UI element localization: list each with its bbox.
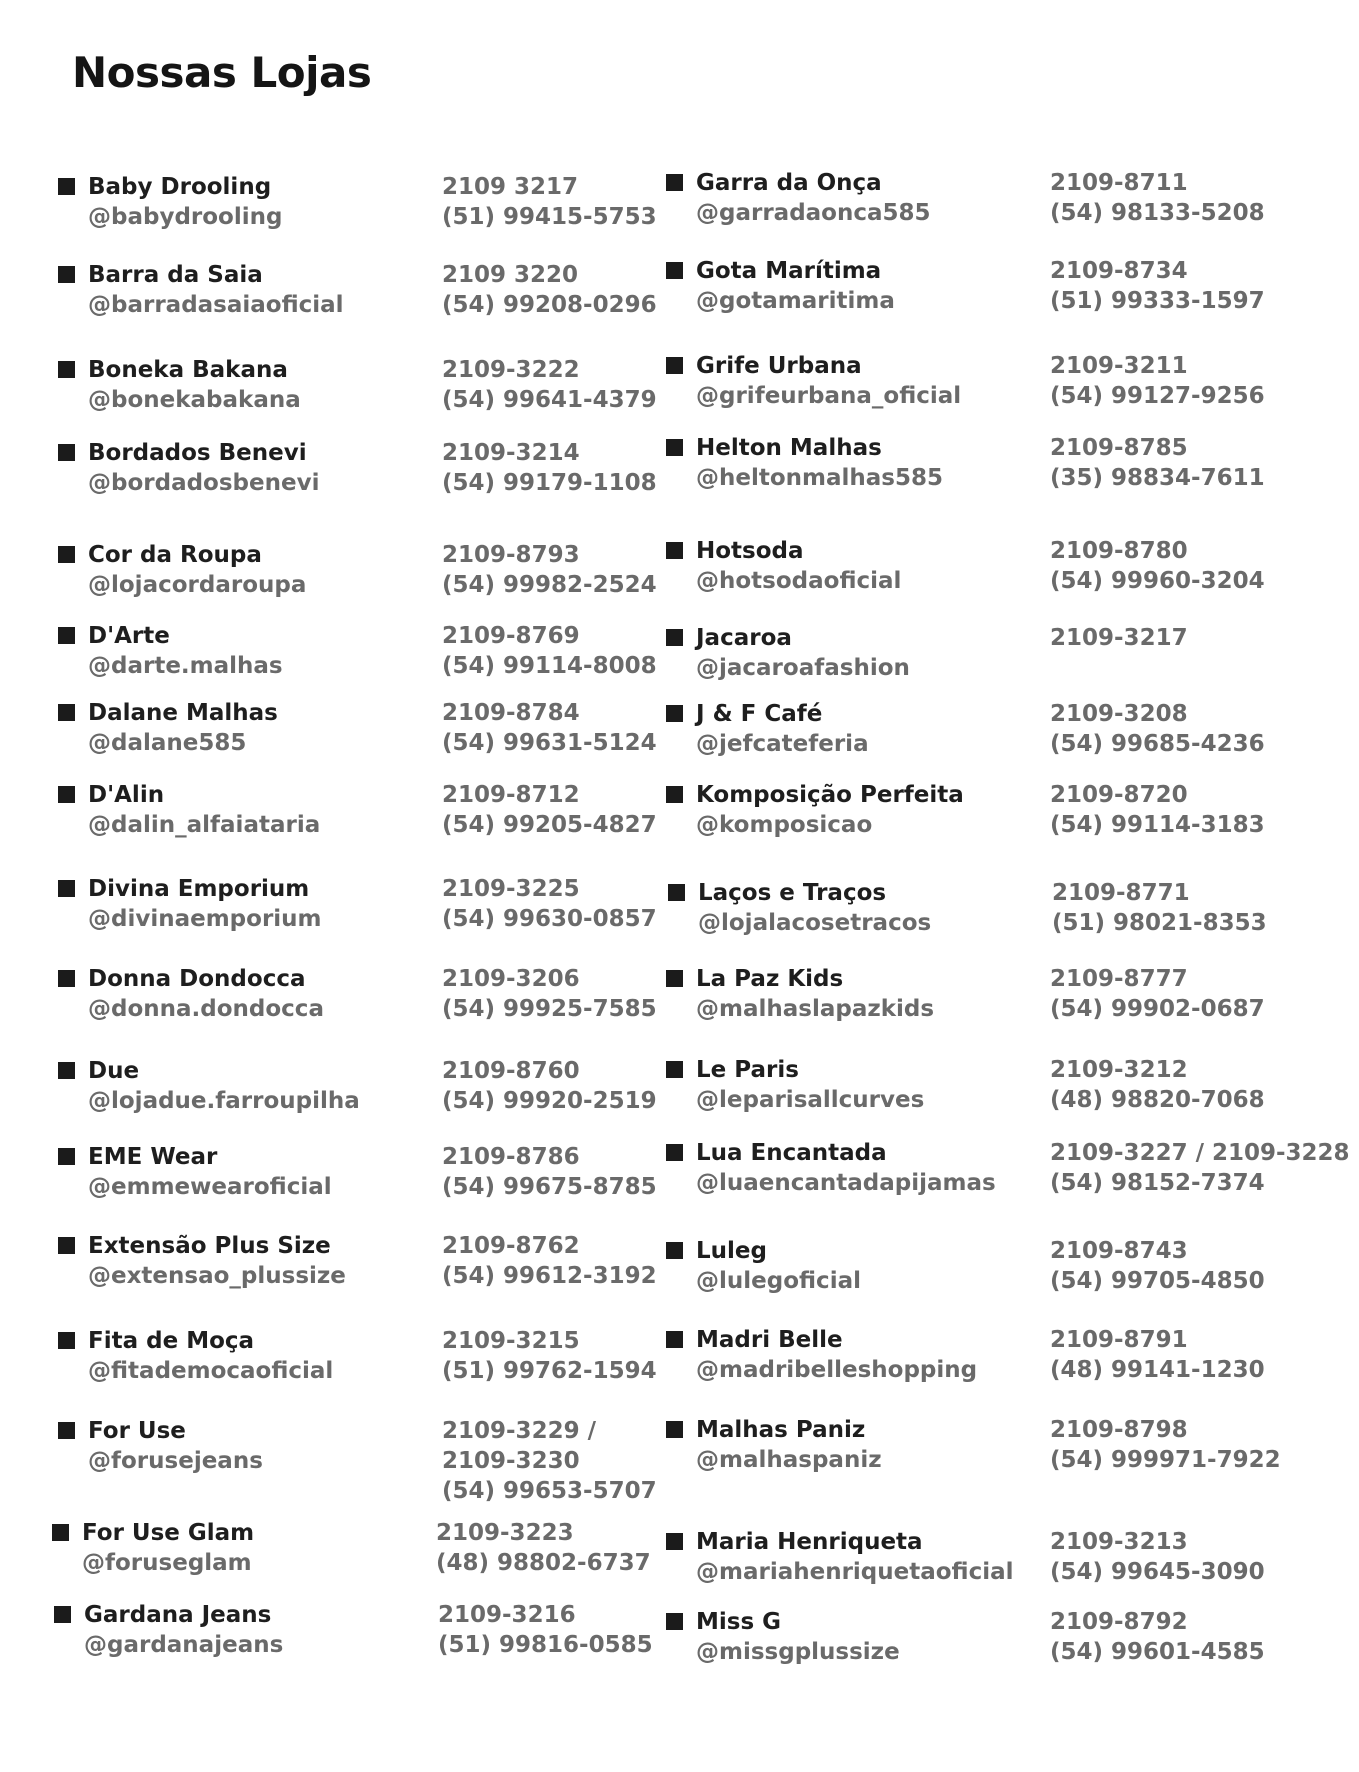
- store-phone: (48) 98820-7068: [1050, 1087, 1265, 1113]
- store-phones: [442, 540, 657, 600]
- store-phone: (54) 99925-7585: [442, 996, 657, 1022]
- store-phone: 2109-3222: [442, 357, 580, 383]
- store-instagram-handle: @gardanajeans: [84, 1632, 284, 1658]
- store-phone: 2109 3217: [442, 174, 579, 200]
- store-instagram-handle: @luaencantadapijamas: [696, 1170, 996, 1196]
- store-phones: [442, 780, 657, 840]
- store-phones: [442, 964, 657, 1024]
- bullet-square-icon: [666, 705, 683, 722]
- store-phone: 2109-3216: [438, 1602, 576, 1628]
- store-instagram-handle: @lulegoficial: [696, 1268, 861, 1294]
- store-instagram-handle: @dalane585: [88, 730, 247, 756]
- bullet-square-icon: [58, 1332, 75, 1349]
- store-instagram-handle: @missgplussize: [696, 1639, 900, 1665]
- bullet-square-icon: [666, 357, 683, 374]
- store-instagram-handle: @barradasaiaoficial: [88, 292, 344, 318]
- store-phone: (35) 98834-7611: [1050, 465, 1265, 491]
- bullet-square-icon: [54, 1606, 71, 1623]
- store-name: Grife Urbana: [696, 353, 862, 379]
- store-phone: (54) 99920-2519: [442, 1088, 657, 1114]
- store-instagram-handle: @jefcateferia: [696, 731, 869, 757]
- store-phone: (54) 99205-4827: [442, 812, 657, 838]
- bullet-square-icon: [58, 704, 75, 721]
- bullet-square-icon: [666, 1421, 683, 1438]
- store-name: J & F Café: [696, 701, 823, 727]
- store-phone: 2109-8771: [1052, 880, 1190, 906]
- store-name: Maria Henriqueta: [696, 1529, 923, 1555]
- store-phones: [442, 698, 657, 758]
- store-instagram-handle: @darte.malhas: [88, 653, 283, 679]
- store-name: Jacaroa: [696, 625, 792, 651]
- bullet-square-icon: [58, 1148, 75, 1165]
- store-name: Boneka Bakana: [88, 357, 288, 383]
- store-phone: 2109 3220: [442, 262, 579, 288]
- store-phones: [1050, 1055, 1265, 1115]
- store-phones: [1050, 964, 1265, 1024]
- store-phone: 2109-3212: [1050, 1057, 1188, 1083]
- store-phone: (48) 98802-6737: [436, 1550, 651, 1576]
- store-instagram-handle: @garradaonca585: [696, 200, 931, 226]
- store-name: Gota Marítima: [696, 258, 882, 284]
- store-name: Le Paris: [696, 1057, 799, 1083]
- store-phones: [1050, 1236, 1265, 1296]
- store-instagram-handle: @malhaspaniz: [696, 1447, 882, 1473]
- bullet-square-icon: [666, 262, 683, 279]
- bullet-square-icon: [666, 439, 683, 456]
- bullet-square-icon: [666, 1331, 683, 1348]
- bullet-square-icon: [58, 444, 75, 461]
- store-phone: 2109-8798: [1050, 1417, 1188, 1443]
- bullet-square-icon: [58, 627, 75, 644]
- store-instagram-handle: @donna.dondocca: [88, 996, 324, 1022]
- store-name: Laços e Traços: [698, 880, 887, 906]
- store-phone: (54) 99641-4379: [442, 387, 657, 413]
- store-phone: 2109-3211: [1050, 353, 1188, 379]
- store-phones: [436, 1518, 651, 1578]
- store-instagram-handle: @divinaemporium: [88, 906, 322, 932]
- bullet-square-icon: [58, 1422, 75, 1439]
- store-name: Dalane Malhas: [88, 700, 278, 726]
- store-phones: [1050, 699, 1265, 759]
- store-phone: (54) 99612-3192: [442, 1263, 657, 1289]
- store-phones: [1050, 1138, 1350, 1198]
- store-instagram-handle: @leparisallcurves: [696, 1087, 925, 1113]
- store-phone: (54) 99179-1108: [442, 470, 657, 496]
- store-phones: [442, 260, 657, 320]
- store-name: Komposição Perfeita: [696, 782, 964, 808]
- store-name: Lua Encantada: [696, 1140, 887, 1166]
- store-phone: (54) 99902-0687: [1050, 996, 1265, 1022]
- store-phone: (54) 99645-3090: [1050, 1559, 1265, 1585]
- store-instagram-handle: @malhaslapazkids: [696, 996, 935, 1022]
- store-instagram-handle: @babydrooling: [88, 204, 283, 230]
- store-phone: 2109-8785: [1050, 435, 1188, 461]
- store-instagram-handle: @mariahenriquetaoficial: [696, 1559, 1014, 1585]
- store-phone: (54) 99114-8008: [442, 653, 657, 679]
- store-phone: 2109-8792: [1050, 1609, 1188, 1635]
- store-name: Divina Emporium: [88, 876, 310, 902]
- store-phones: [1052, 878, 1267, 938]
- bullet-square-icon: [58, 970, 75, 987]
- store-phone: (54) 99675-8785: [442, 1174, 657, 1200]
- bullet-square-icon: [666, 970, 683, 987]
- store-phone: 2109-8712: [442, 782, 580, 808]
- store-instagram-handle: @lojacordaroupa: [88, 572, 307, 598]
- store-name: Donna Dondocca: [88, 966, 306, 992]
- bullet-square-icon: [58, 361, 75, 378]
- store-phone: 2109-8791: [1050, 1327, 1188, 1353]
- store-phones: [1050, 780, 1265, 840]
- store-phones: [1050, 168, 1265, 228]
- store-phone: (51) 99762-1594: [442, 1358, 657, 1384]
- store-phone: (51) 99816-0585: [438, 1632, 653, 1658]
- store-phone: 2109-8743: [1050, 1238, 1188, 1264]
- store-name: For Use Glam: [82, 1520, 255, 1546]
- store-phone: 2109-8786: [442, 1144, 580, 1170]
- store-instagram-handle: @dalin_alfaiataria: [88, 812, 321, 838]
- store-phone: (54) 99114-3183: [1050, 812, 1265, 838]
- store-name: Extensão Plus Size: [88, 1233, 331, 1259]
- store-instagram-handle: @fitademocaoficial: [88, 1358, 334, 1384]
- store-instagram-handle: @grifeurbana_oficial: [696, 383, 962, 409]
- store-phones: [1050, 1527, 1265, 1587]
- store-phone: 2109-3208: [1050, 701, 1188, 727]
- bullet-square-icon: [58, 546, 75, 563]
- store-name: Baby Drooling: [88, 174, 272, 200]
- store-instagram-handle: @heltonmalhas585: [696, 465, 943, 491]
- bullet-square-icon: [58, 1237, 75, 1254]
- store-phones: [442, 1056, 657, 1116]
- store-phone: 2109-3225: [442, 876, 580, 902]
- store-name: Helton Malhas: [696, 435, 882, 461]
- store-phone: (54) 99960-3204: [1050, 568, 1265, 594]
- store-name: Madri Belle: [696, 1327, 843, 1353]
- store-instagram-handle: @komposicao: [696, 812, 873, 838]
- bullet-square-icon: [666, 629, 683, 646]
- store-phone: 2109-3215: [442, 1328, 580, 1354]
- store-phone: 2109-3214: [442, 440, 580, 466]
- store-phone: 2109-8769: [442, 623, 580, 649]
- store-phones: [442, 1142, 657, 1202]
- bullet-square-icon: [666, 1144, 683, 1161]
- store-phones: [442, 172, 657, 232]
- store-phone: 2109-8780: [1050, 538, 1188, 564]
- store-phone: 2109-8720: [1050, 782, 1188, 808]
- store-name: EME Wear: [88, 1144, 218, 1170]
- bullet-square-icon: [666, 174, 683, 191]
- store-phones: [442, 438, 657, 498]
- bullet-square-icon: [58, 880, 75, 897]
- store-instagram-handle: @lojadue.farroupilha: [88, 1088, 360, 1114]
- bullet-square-icon: [666, 786, 683, 803]
- store-instagram-handle: @foruseglam: [82, 1550, 252, 1576]
- store-name: Fita de Moça: [88, 1328, 255, 1354]
- store-name: D'Alin: [88, 782, 165, 808]
- store-phone: 2109-8734: [1050, 258, 1188, 284]
- store-phone: (54) 99653-5707: [442, 1478, 657, 1504]
- store-instagram-handle: @jacaroafashion: [696, 655, 910, 681]
- store-phone: 2109-3227 / 2109-3228: [1050, 1140, 1350, 1166]
- store-instagram-handle: @hotsodaoficial: [696, 568, 902, 594]
- store-phone: (51) 99333-1597: [1050, 288, 1265, 314]
- store-phone: 2109-8793: [442, 542, 580, 568]
- bullet-square-icon: [666, 1242, 683, 1259]
- store-phone: (54) 98152-7374: [1050, 1170, 1265, 1196]
- store-instagram-handle: @emmewearoficial: [88, 1174, 332, 1200]
- store-phone: (54) 99127-9256: [1050, 383, 1265, 409]
- store-phone: (54) 999971-7922: [1050, 1447, 1281, 1473]
- bullet-square-icon: [58, 786, 75, 803]
- store-phones: [442, 1231, 657, 1291]
- store-name: D'Arte: [88, 623, 170, 649]
- bullet-square-icon: [668, 884, 685, 901]
- store-phones: [1050, 256, 1265, 316]
- store-instagram-handle: @madribelleshopping: [696, 1357, 978, 1383]
- store-phone: 2109-8711: [1050, 170, 1188, 196]
- store-name: Hotsoda: [696, 538, 804, 564]
- store-phone: (54) 99631-5124: [442, 730, 657, 756]
- store-instagram-handle: @gotamaritima: [696, 288, 895, 314]
- store-phone: (54) 99685-4236: [1050, 731, 1265, 757]
- store-phones: [1050, 536, 1265, 596]
- store-phones: [442, 1416, 657, 1506]
- bullet-square-icon: [666, 542, 683, 559]
- store-phones: [1050, 1325, 1265, 1385]
- bullet-square-icon: [58, 1062, 75, 1079]
- store-instagram-handle: @forusejeans: [88, 1448, 263, 1474]
- store-instagram-handle: @bonekabakana: [88, 387, 301, 413]
- store-instagram-handle: @extensao_plussize: [88, 1263, 346, 1289]
- store-name: Bordados Benevi: [88, 440, 307, 466]
- bullet-square-icon: [58, 266, 75, 283]
- store-phone: 2109-8784: [442, 700, 580, 726]
- store-phone: 2109-8762: [442, 1233, 580, 1259]
- store-phone: (54) 99982-2524: [442, 572, 657, 598]
- store-phones: [1050, 351, 1265, 411]
- store-phone: 2109-3213: [1050, 1529, 1188, 1555]
- store-name: Cor da Roupa: [88, 542, 262, 568]
- bullet-square-icon: [666, 1061, 683, 1078]
- page-title: Nossas Lojas: [72, 48, 372, 97]
- store-phones: [1050, 623, 1188, 653]
- store-phones: [442, 874, 657, 934]
- store-phone: (51) 99415-5753: [442, 204, 657, 230]
- store-phone: (54) 98133-5208: [1050, 200, 1265, 226]
- store-phone: (54) 99208-0296: [442, 292, 657, 318]
- store-phone: 2109-3229 /: [442, 1418, 596, 1444]
- store-name: Garra da Onça: [696, 170, 882, 196]
- bullet-square-icon: [52, 1524, 69, 1541]
- store-phone: 2109-3217: [1050, 625, 1188, 651]
- store-phone: 2109-3230: [442, 1448, 580, 1474]
- store-name: Luleg: [696, 1238, 767, 1264]
- store-phone: (54) 99601-4585: [1050, 1639, 1265, 1665]
- store-phone: (54) 99630-0857: [442, 906, 657, 932]
- store-name: Gardana Jeans: [84, 1602, 272, 1628]
- store-instagram-handle: @bordadosbenevi: [88, 470, 320, 496]
- bullet-square-icon: [666, 1613, 683, 1630]
- bullet-square-icon: [58, 178, 75, 195]
- store-phones: [1050, 1415, 1281, 1475]
- store-phones: [438, 1600, 653, 1660]
- store-phone: (48) 99141-1230: [1050, 1357, 1265, 1383]
- store-name: For Use: [88, 1418, 186, 1444]
- store-phones: [442, 1326, 657, 1386]
- bullet-square-icon: [666, 1533, 683, 1550]
- store-instagram-handle: @lojalacosetracos: [698, 910, 932, 936]
- store-phone: (51) 98021-8353: [1052, 910, 1267, 936]
- store-phone: 2109-3223: [436, 1520, 574, 1546]
- store-name: Due: [88, 1058, 140, 1084]
- store-phone: 2109-3206: [442, 966, 580, 992]
- store-phones: [1050, 433, 1265, 493]
- store-phone: (54) 99705-4850: [1050, 1268, 1265, 1294]
- store-phones: [442, 355, 657, 415]
- store-phones: [1050, 1607, 1265, 1667]
- store-name: Malhas Paniz: [696, 1417, 866, 1443]
- store-name: La Paz Kids: [696, 966, 844, 992]
- store-phone: 2109-8777: [1050, 966, 1188, 992]
- store-name: Barra da Saia: [88, 262, 263, 288]
- store-phone: 2109-8760: [442, 1058, 580, 1084]
- store-name: Miss G: [696, 1609, 782, 1635]
- store-phones: [442, 621, 657, 681]
